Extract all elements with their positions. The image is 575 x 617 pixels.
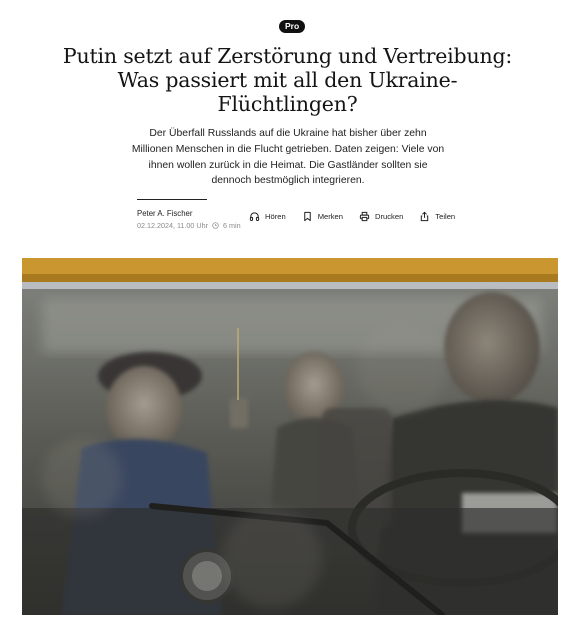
listen-button[interactable] <box>249 211 286 222</box>
reading-time: 6 min <box>223 221 241 230</box>
article-lead: Der Überfall Russlands auf die Ukraine hat bisher über zehn Millionen Menschen in die Flucht getrieben. Daten zeigen: Viele von ihnen wollen zurück in die Heimat. Die Gastländer sollten sie dennoch bestmöglich integrieren. <box>131 128 445 187</box>
author-name[interactable]: Peter A. Fischer <box>137 209 193 218</box>
hero-photo <box>22 258 558 615</box>
listen-label: Hören <box>265 212 286 221</box>
share-button[interactable] <box>419 211 455 222</box>
article-title: Putin setzt auf Zerstörung und Vertreibung: Was passiert mit all den Ukraine-Flüchtlingen? <box>62 44 513 116</box>
hero-photo-illustration <box>22 258 558 615</box>
bookmark-button[interactable] <box>302 211 343 222</box>
bookmark-label: Merken <box>317 212 344 221</box>
bookmark-icon <box>302 211 313 222</box>
printer-icon <box>359 211 370 222</box>
byline-divider <box>137 199 207 200</box>
article-meta <box>137 221 241 230</box>
publish-date: 02.12.2024, 11.00 Uhr <box>137 221 208 230</box>
pro-badge: Pro <box>279 20 305 33</box>
article-actions <box>249 211 455 222</box>
print-button[interactable] <box>359 211 403 222</box>
clock-icon <box>212 222 219 229</box>
share-label: Teilen <box>435 212 456 221</box>
headphones-icon <box>249 211 260 222</box>
share-icon <box>419 211 430 222</box>
print-label: Drucken <box>375 212 404 221</box>
